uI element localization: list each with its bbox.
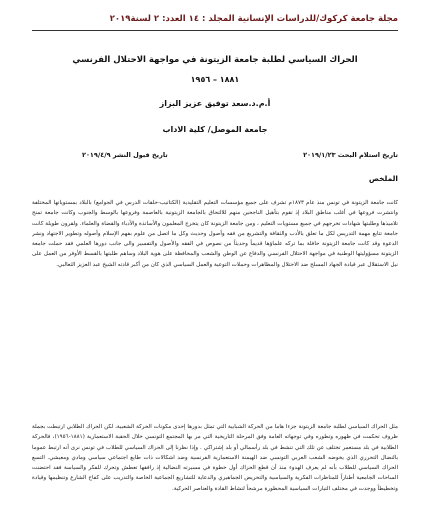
abstract-paragraph: كانت جامعة الزيتونة في تونس منذ عام ١٨٧٣م تشرف على جميع مؤسسات التعليم التقليدية (الكتاتيب-حلقات الدرس في الجوامع) بالبلاد بمستوياتها المختلفة وانتشرت فروعها في أغلب مناطق البلاد إذ تقوم بتأهيل الناجحين منهم للالتحاق بالجامعة الزيتونية بالعاصمة وفروعها بالوسط والجنوب وكانت جامعة تمنح تلاميذها وطلبتها شهادات تخرجهم في جميع مستويات التعليم ، ومن جامعة الزيتونة كان يتخرج المعلمون والأساتذة والأدباء والقضاة والعلماء. ولقرون طويلة كانت جامعة تتابع مهمة التدريس لكل ما تعلق بالأدب والثقافة والتشريع من فقه وأصول وحديث وكل ما اتصل من علوم بفهم الإسلام وأصوله وتطوير الاجتهاد ونشر الدعوة وقد كانت جامعة الزيتونة حافلة بما تركه علماؤها قديماً وحديثاً من نصوص في الفقه والأصول والتفسير والى جانب دورها العلمي فقد حملت جامعة الزيتونة مسؤوليتها الوطنية في مواجهة الاحتلال الفرنسي والدفاع عن الوطن والشعب والمحافظة على هوية البلاد وساهم طلبتها بالقسط الأوفر من العمل على نيل الاستقلال عبر قيادة الجهاد المسلح ضد الاحتلال والمظاهرات وحملات التوعية والعمل السياسي الذي كان من أكبر قادته الشيخ عبد العزيز الثعالبي. — [32, 200, 398, 268]
author-name: أ.م.د.سعد توفيق عزيز البزاز — [159, 99, 271, 108]
received-date: تاريخ استلام البحث ٢٠١٩/١/٢٣ — [303, 151, 398, 159]
abstract-paragraph: مثل الحراك السياسي لطلبة جامعة الزيتونة جزءا هاما من الحركة الشبابية التي تمثل بدورها إحدى مكونات الحركة الشعبية، لكن الحراك الطلابي ارتبطت بجملة ظروف تحكمت في ظهوره وتطوره وفي توجهاته العامة وفق المرحلة التاريخية التي مر بها المجتمع التونسي خلال الحقبة الاستعمارية (١٨٨١-١٩٥٦)، فالحركة الطلابية في بلد مستعمر تختلف عن تلك التي تنشط في بلد رأسمالي أو بلد إشتراكي . وإذا نظرنا إلى الحراك السياسي للطلاب في تونس نرى أنه ارتبط عموما بالنضال التحرري الذي يخوضه الشعب العربي التونسي ضد الهيمنة الاستعمارية الفرنسية وضد اشكالات ذات طابع اجتماعي سياسي ومادي ومعيشي. التسع الحراك السياسي للطلاب بأنه لم يعرف الهدوء منذ أن قطع الحراك أول خطوة في مسيرته النضالية إذ رافقها تعطش وتحرك للفكر والسياسة فقد احتضنت الساحات الجامعية أطناراً للمناظرات الفكرية والسياسية والتحريض الجماهيري والدعاية للتشاريع الجماعية الخاصة والتدريب على كفاح الشارع وتنظيمها وقيادة وتخطيطاً ووجدت في مختلف التيارات السياسية المحظورة مرشحاً لنشاط القادة والعناصر الحركية. — [32, 424, 398, 492]
article-title: الحراك السياسي لطلبة جامعة الزيتونة في مواجهة الاحتلال الفرنسي — [72, 55, 358, 65]
article-years: ١٨٨١ – ١٩٥٦ — [190, 75, 240, 84]
author-affiliation: جامعة الموصل/ كلية الاداب — [162, 125, 268, 134]
header-divider — [32, 30, 398, 31]
abstract-heading: الملخص — [368, 174, 398, 183]
journal-header: مجلة جامعة كركوك/للدراسات الإنسانية المجلد : ١٤ العدد: ٢ لسنة٢٠١٩ — [109, 14, 398, 24]
accepted-date: تاريخ قبول النشر ٢٠١٩/٤/٩ — [82, 151, 168, 159]
